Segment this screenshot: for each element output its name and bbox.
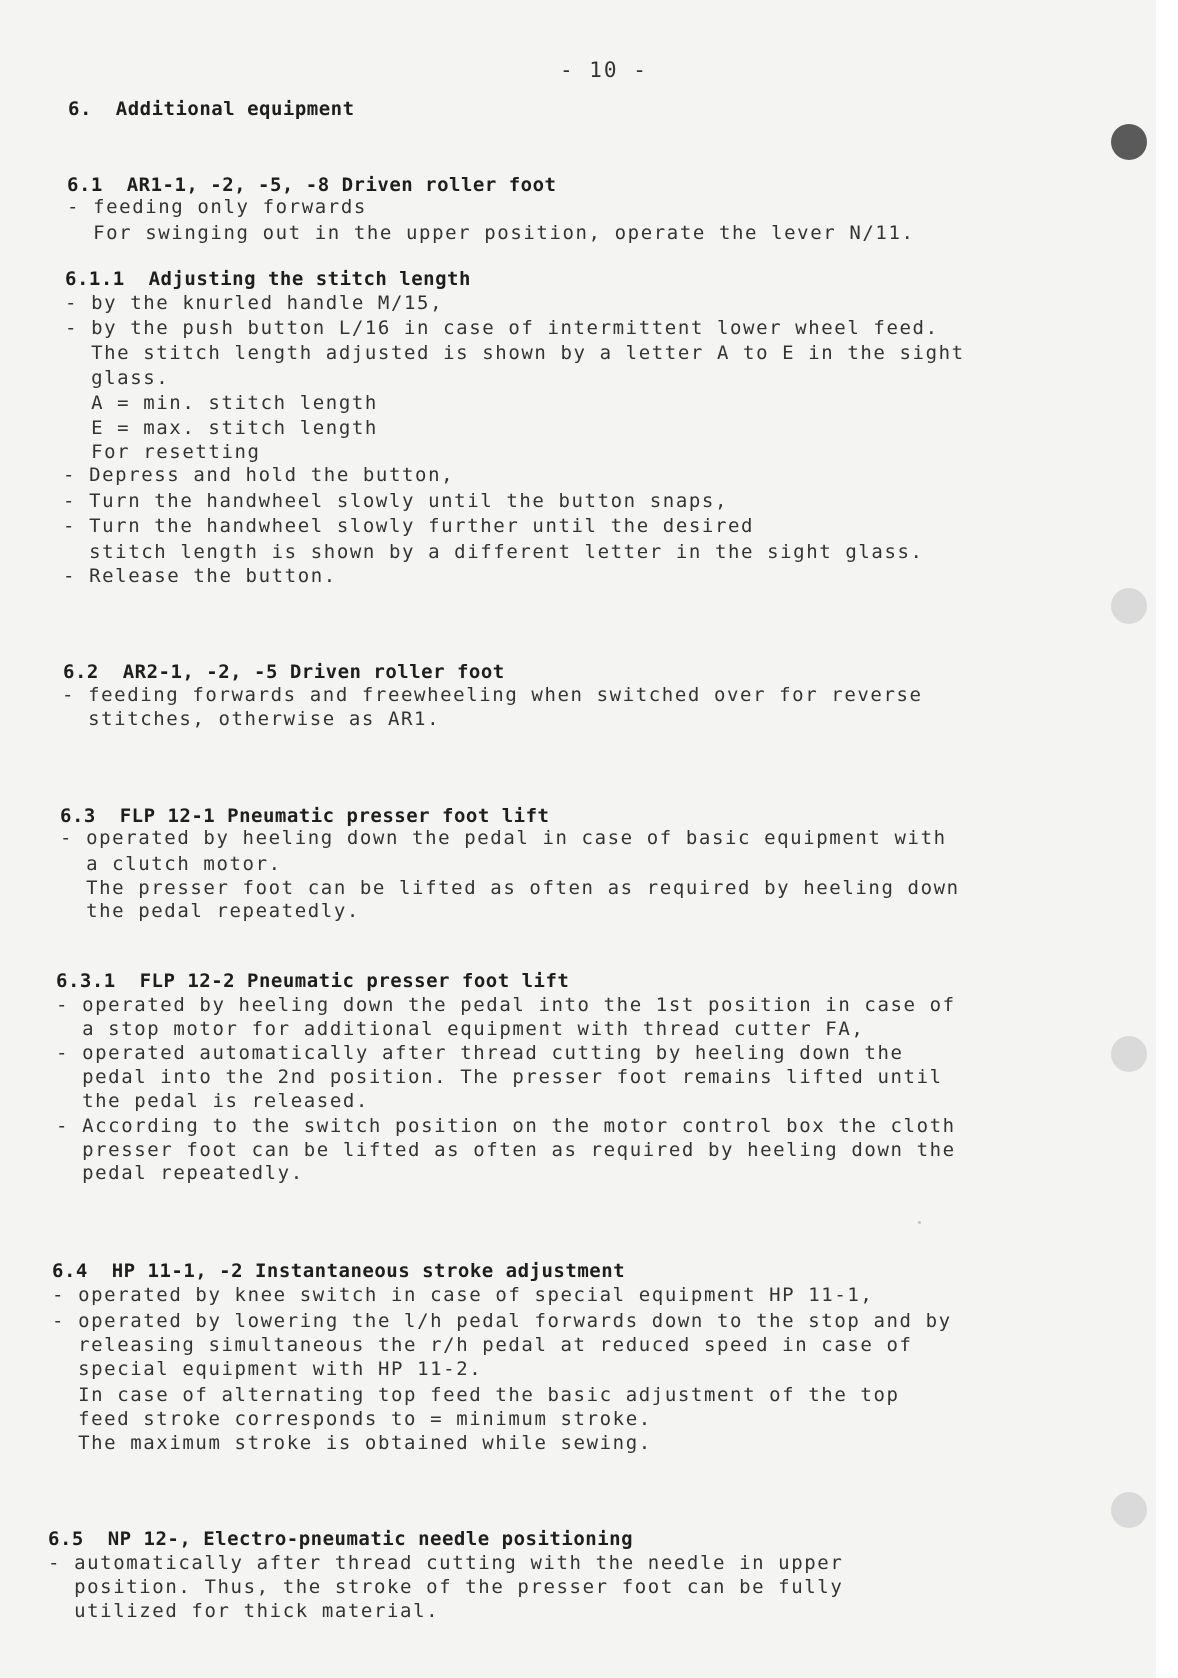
text-line: stitch length is shown by a different letter in the sight glass.	[63, 541, 924, 563]
heading-6-2: 6.2 AR2-1, -2, -5 Driven roller foot	[63, 661, 505, 683]
text-line: stitches, otherwise as AR1.	[62, 708, 441, 730]
text-line: - by the push button L/16 in case of intermittent lower wheel feed.	[65, 317, 939, 339]
text-line: - Turn the handwheel slowly further until the desired	[63, 515, 755, 537]
text-line: - Depress and hold the button,	[63, 464, 455, 486]
text-line: For swinging out in the upper position, operate the lever N/11.	[67, 222, 915, 244]
page-number: - 10 -	[560, 58, 648, 82]
heading-6-1: 6.1 AR1-1, -2, -5, -8 Driven roller foot	[67, 174, 557, 196]
text-line: - operated by knee switch in case of special equipment HP 11-1,	[52, 1284, 874, 1306]
speck	[918, 1221, 921, 1224]
heading-6-4: 6.4 HP 11-1, -2 Instantaneous stroke adjustment	[52, 1260, 626, 1282]
text-line: utilized for thick material.	[48, 1600, 440, 1622]
heading-6-3-1: 6.3.1 FLP 12-2 Pneumatic presser foot lift	[56, 970, 570, 992]
text-line: feed stroke corresponds to = minimum stroke.	[52, 1408, 652, 1430]
text-line: A = min. stitch length	[65, 392, 378, 414]
punch-hole	[1111, 1492, 1147, 1528]
page-edge	[1156, 0, 1178, 1678]
text-line: the pedal is released.	[56, 1090, 369, 1112]
heading-6: 6. Additional equipment	[68, 98, 355, 120]
text-line: position. Thus, the stroke of the presser foot can be fully	[48, 1576, 844, 1598]
text-line: - Release the button.	[63, 565, 337, 587]
text-line: - operated by heeling down the pedal into the 1st position in case of	[56, 994, 956, 1016]
text-line: presser foot can be lifted as often as required by heeling down the	[56, 1139, 956, 1161]
text-line: - feeding forwards and freewheeling when switched over for reverse	[62, 684, 923, 706]
text-line: pedal repeatedly.	[56, 1162, 304, 1184]
text-line: a stop motor for additional equipment with thread cutter FA,	[56, 1018, 865, 1040]
text-line: glass.	[65, 367, 170, 389]
text-line: - Turn the handwheel slowly until the button snaps,	[63, 490, 728, 512]
text-line: The maximum stroke is obtained while sewing.	[52, 1432, 652, 1454]
punch-hole	[1111, 588, 1147, 624]
heading-6-3: 6.3 FLP 12-1 Pneumatic presser foot lift	[60, 805, 550, 827]
text-line: - operated by lowering the l/h pedal forwards down to the stop and by	[52, 1310, 952, 1332]
text-line: releasing simultaneous the r/h pedal at reduced speed in case of	[52, 1334, 913, 1356]
text-line: The presser foot can be lifted as often as required by heeling down	[60, 877, 960, 899]
text-line: E = max. stitch length	[65, 417, 378, 439]
punch-hole	[1111, 124, 1147, 160]
text-line: pedal into the 2nd position. The presser foot remains lifted until	[56, 1066, 943, 1088]
heading-6-5: 6.5 NP 12-, Electro-pneumatic needle positioning	[48, 1528, 634, 1550]
text-line: - automatically after thread cutting with the needle in upper	[48, 1552, 844, 1574]
text-line: For resetting	[65, 441, 261, 463]
text-line: - feeding only forwards	[67, 196, 367, 218]
text-line: In case of alternating top feed the basic adjustment of the top	[52, 1384, 900, 1406]
text-line: - According to the switch position on the motor control box the cloth	[56, 1115, 956, 1137]
text-line: a clutch motor.	[60, 853, 282, 875]
text-line: - by the knurled handle M/15,	[65, 292, 444, 314]
text-line: special equipment with HP 11-2.	[52, 1358, 483, 1380]
punch-hole	[1111, 1036, 1147, 1072]
text-line: - operated by heeling down the pedal in case of basic equipment with	[60, 827, 947, 849]
text-line: The stitch length adjusted is shown by a letter A to E in the sight	[65, 342, 965, 364]
text-line: - operated automatically after thread cutting by heeling down the	[56, 1042, 904, 1064]
text-line: the pedal repeatedly.	[60, 900, 360, 922]
heading-6-1-1: 6.1.1 Adjusting the stitch length	[65, 268, 471, 290]
